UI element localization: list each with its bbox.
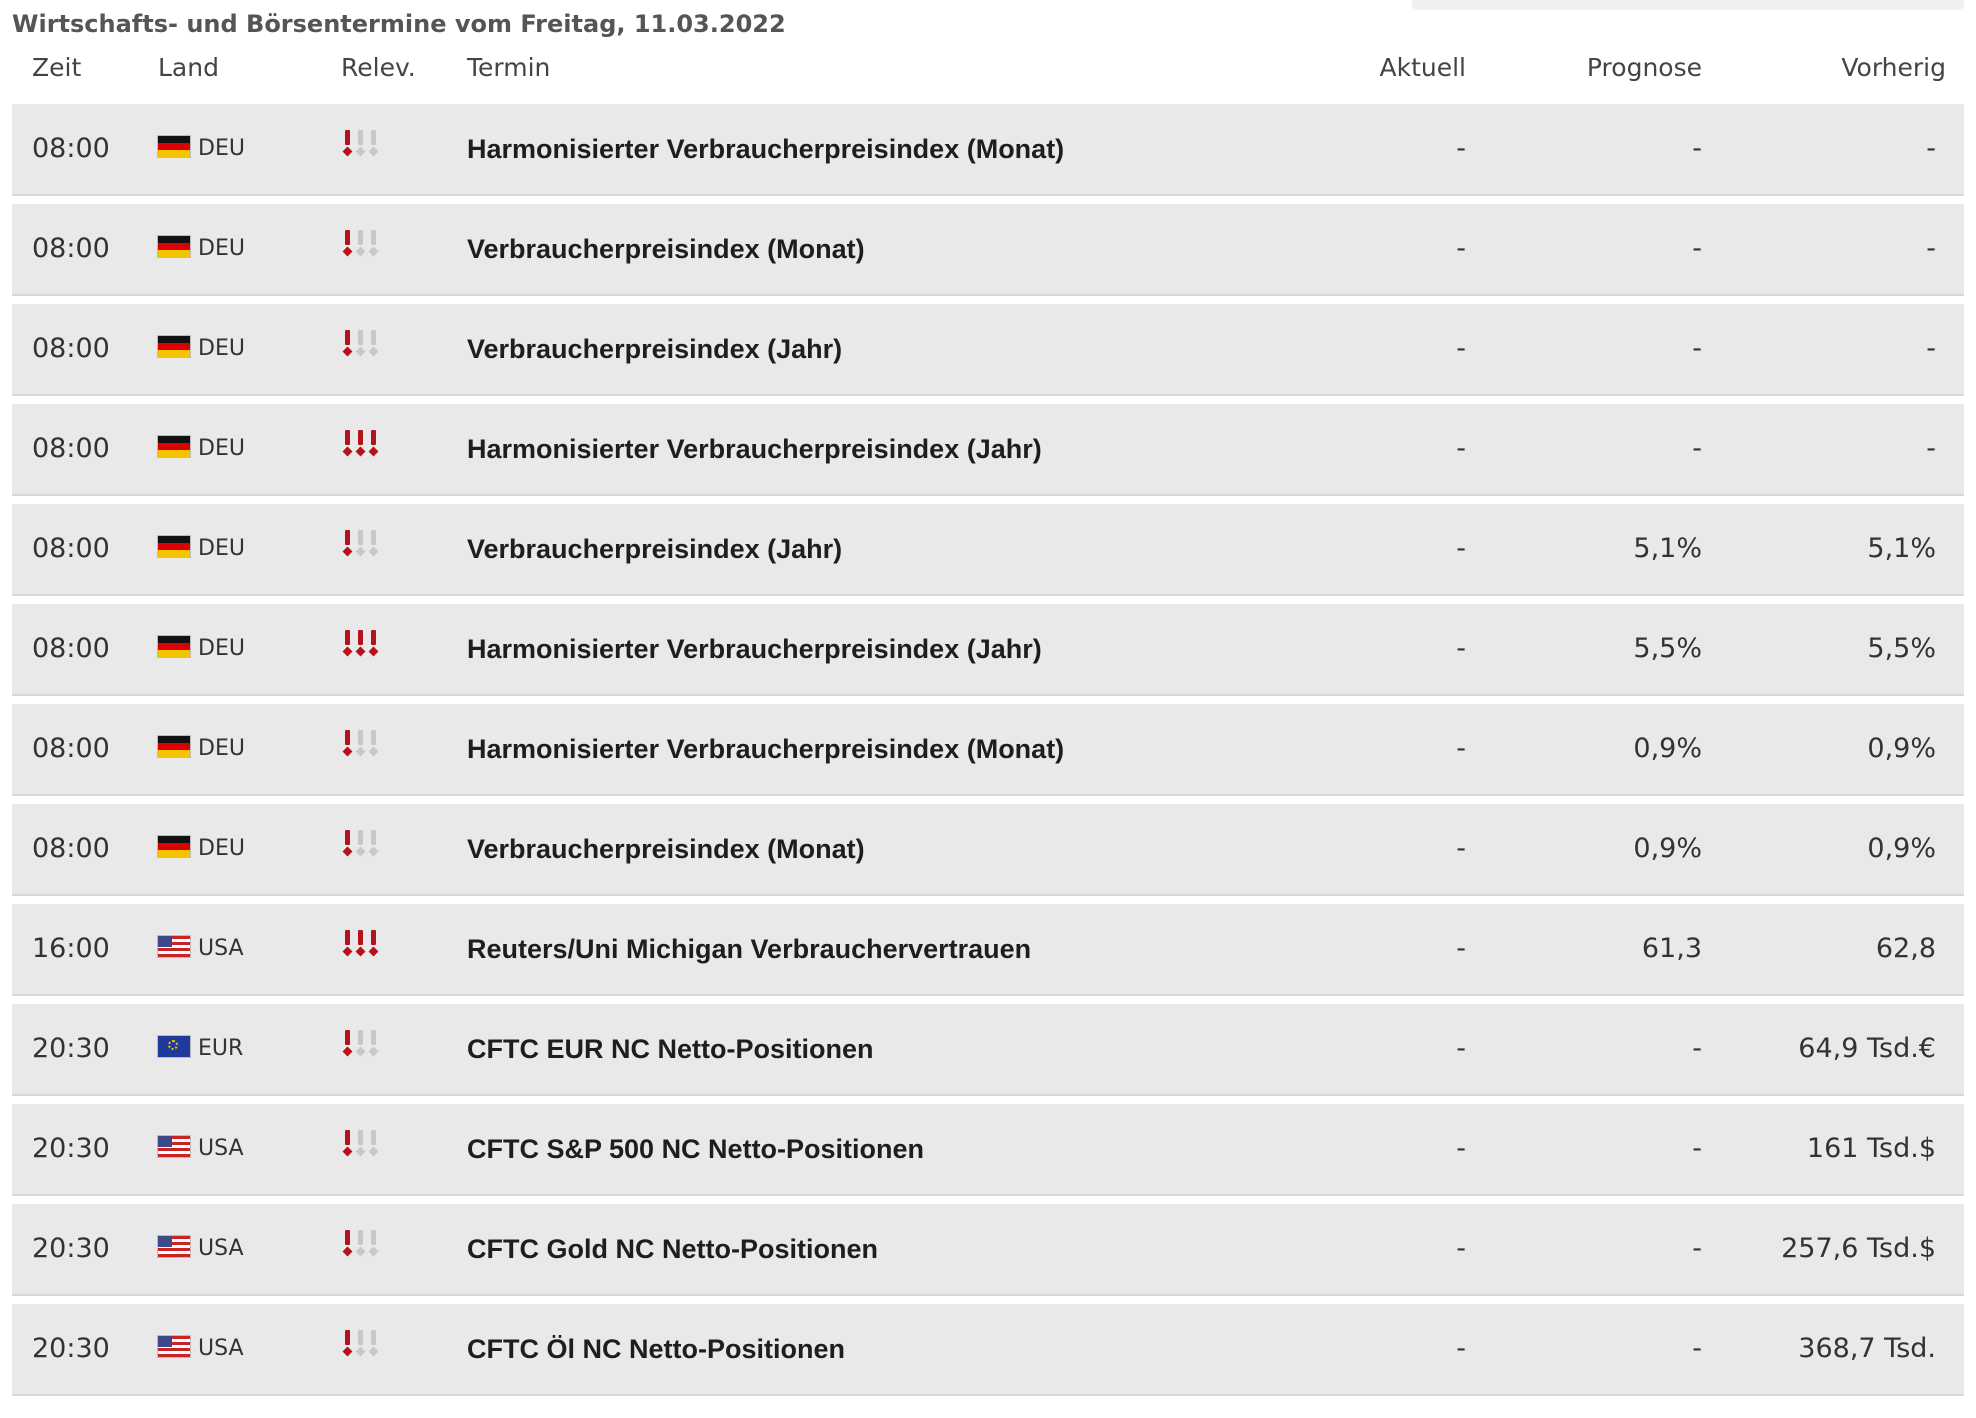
relevance-mark-icon <box>355 1330 366 1356</box>
relevance-mark-icon <box>342 1230 353 1256</box>
relevance-mark-icon <box>368 1030 379 1056</box>
relevance-mark-icon <box>355 1230 366 1256</box>
event-previous: 161 Tsd.$ <box>1806 1133 1936 1164</box>
event-country <box>158 804 245 894</box>
country-code: DEU <box>198 536 245 561</box>
country-code: DEU <box>198 836 245 861</box>
relevance-mark-icon <box>342 930 353 956</box>
relevance-mark-icon <box>355 330 366 356</box>
event-country <box>158 1004 243 1094</box>
event-time: 20:30 <box>32 1333 110 1364</box>
usa-flag-icon <box>158 1336 190 1357</box>
relevance-mark-icon <box>342 530 353 556</box>
germany-flag-icon <box>158 136 190 157</box>
event-forecast: - <box>1692 1333 1702 1364</box>
event-time: 16:00 <box>32 933 110 964</box>
event-country <box>158 904 244 994</box>
relevance-mark-icon <box>355 430 366 456</box>
event-previous: - <box>1926 433 1936 464</box>
event-name[interactable]: Harmonisierter Verbraucherpreisindex (Monat) <box>467 734 1065 764</box>
event-forecast: - <box>1692 433 1702 464</box>
event-previous: 0,9% <box>1867 833 1936 864</box>
page-title: Wirtschafts- und Börsentermine vom Freitag, 11.03.2022 <box>12 10 786 38</box>
event-name[interactable]: Verbraucherpreisindex (Monat) <box>467 834 865 864</box>
event-actual: - <box>1456 533 1466 564</box>
country-code: DEU <box>198 736 245 761</box>
germany-flag-icon <box>158 336 190 357</box>
event-country <box>158 604 245 694</box>
relevance-mark-icon <box>368 830 379 856</box>
table-row[interactable] <box>12 904 1964 996</box>
relevance-mark-icon <box>368 1130 379 1156</box>
table-row[interactable] <box>12 104 1964 196</box>
column-header-event: Termin <box>467 53 551 82</box>
relevance-mark-icon <box>368 230 379 256</box>
column-header-land: Land <box>158 53 219 82</box>
relevance-mark-icon <box>355 1130 366 1156</box>
event-previous: 64,9 Tsd.€ <box>1798 1033 1936 1064</box>
event-forecast: - <box>1692 233 1702 264</box>
event-time: 08:00 <box>32 833 110 864</box>
relevance-mark-icon <box>368 1230 379 1256</box>
eu-flag-icon <box>158 1036 190 1057</box>
event-previous: - <box>1926 333 1936 364</box>
event-name[interactable]: CFTC Öl NC Netto-Positionen <box>467 1334 845 1364</box>
relevance-mark-icon <box>368 930 379 956</box>
event-country <box>158 504 245 594</box>
event-time: 20:30 <box>32 1133 110 1164</box>
event-actual: - <box>1456 1233 1466 1264</box>
event-country <box>158 304 245 394</box>
event-forecast: 0,9% <box>1633 733 1702 764</box>
relevance-mark-icon <box>342 1030 353 1056</box>
event-previous: 5,5% <box>1867 633 1936 664</box>
event-name[interactable]: Reuters/Uni Michigan Verbrauchervertrauen <box>467 934 1032 964</box>
event-previous: - <box>1926 133 1936 164</box>
relevance-mark-icon <box>355 930 366 956</box>
event-actual: - <box>1456 1033 1466 1064</box>
country-code: USA <box>198 1336 244 1361</box>
column-header-relevance: Relev. <box>341 53 416 82</box>
relevance-mark-icon <box>355 830 366 856</box>
country-code: DEU <box>198 636 245 661</box>
table-row[interactable] <box>12 604 1964 696</box>
event-actual: - <box>1456 833 1466 864</box>
top-search-panel <box>1412 0 1964 10</box>
table-row[interactable] <box>12 304 1964 396</box>
event-country <box>158 104 245 194</box>
usa-flag-icon <box>158 936 190 957</box>
relevance-mark-icon <box>342 1330 353 1356</box>
relevance-mark-icon <box>355 530 366 556</box>
event-actual: - <box>1456 633 1466 664</box>
event-name[interactable]: CFTC Gold NC Netto-Positionen <box>467 1234 878 1264</box>
relevance-mark-icon <box>355 230 366 256</box>
event-name[interactable]: CFTC EUR NC Netto-Positionen <box>467 1034 874 1064</box>
event-previous: 5,1% <box>1867 533 1936 564</box>
event-forecast: - <box>1692 1233 1702 1264</box>
event-forecast: - <box>1692 133 1702 164</box>
germany-flag-icon <box>158 636 190 657</box>
table-row[interactable] <box>12 1104 1964 1196</box>
event-country <box>158 404 245 494</box>
column-header-time: Zeit <box>32 53 82 82</box>
event-forecast: 0,9% <box>1633 833 1702 864</box>
event-actual: - <box>1456 1333 1466 1364</box>
event-forecast: 5,1% <box>1633 533 1702 564</box>
relevance-mark-icon <box>342 830 353 856</box>
event-previous: - <box>1926 233 1936 264</box>
event-time: 08:00 <box>32 733 110 764</box>
column-header-forecast: Prognose <box>1586 53 1702 82</box>
table-row[interactable] <box>12 1204 1964 1296</box>
country-code: DEU <box>198 136 245 161</box>
event-name[interactable]: CFTC S&P 500 NC Netto-Positionen <box>467 1134 925 1164</box>
event-country <box>158 704 245 794</box>
relevance-mark-icon <box>342 130 353 156</box>
relevance-mark-icon <box>368 530 379 556</box>
relevance-mark-icon <box>355 730 366 756</box>
event-forecast: 61,3 <box>1641 933 1702 964</box>
relevance-mark-icon <box>342 630 353 656</box>
table-row[interactable] <box>12 704 1964 796</box>
event-time: 08:00 <box>32 133 110 164</box>
event-forecast: - <box>1692 1133 1702 1164</box>
event-previous: 62,8 <box>1875 933 1936 964</box>
event-name[interactable]: Verbraucherpreisindex (Monat) <box>467 234 865 264</box>
event-actual: - <box>1456 433 1466 464</box>
germany-flag-icon <box>158 836 190 857</box>
country-code: DEU <box>198 236 245 261</box>
table-row[interactable] <box>12 404 1964 496</box>
event-previous: 0,9% <box>1867 733 1936 764</box>
event-name[interactable]: Harmonisierter Verbraucherpreisindex (Monat) <box>467 134 1065 164</box>
country-code: USA <box>198 1136 244 1161</box>
relevance-mark-icon <box>368 430 379 456</box>
country-code: DEU <box>198 436 245 461</box>
event-time: 08:00 <box>32 333 110 364</box>
event-time: 08:00 <box>32 233 110 264</box>
column-header-previous: Vorherig <box>1841 53 1946 82</box>
event-previous: 257,6 Tsd.$ <box>1781 1233 1936 1264</box>
table-row[interactable] <box>12 204 1964 296</box>
event-actual: - <box>1456 233 1466 264</box>
event-country <box>158 1104 244 1194</box>
relevance-mark-icon <box>355 630 366 656</box>
event-country <box>158 1304 244 1394</box>
event-time: 08:00 <box>32 533 110 564</box>
germany-flag-icon <box>158 536 190 557</box>
event-time: 08:00 <box>32 433 110 464</box>
country-code: DEU <box>198 336 245 361</box>
table-row[interactable] <box>12 1304 1964 1396</box>
event-time: 20:30 <box>32 1033 110 1064</box>
event-forecast: - <box>1692 1033 1702 1064</box>
event-actual: - <box>1456 1133 1466 1164</box>
relevance-mark-icon <box>368 730 379 756</box>
country-code: EUR <box>198 1036 244 1061</box>
usa-flag-icon <box>158 1136 190 1157</box>
relevance-mark-icon <box>368 630 379 656</box>
relevance-mark-icon <box>342 730 353 756</box>
event-actual: - <box>1456 133 1466 164</box>
relevance-mark-icon <box>368 130 379 156</box>
relevance-mark-icon <box>355 130 366 156</box>
event-name[interactable]: Verbraucherpreisindex (Jahr) <box>467 534 843 564</box>
event-previous: 368,7 Tsd. <box>1798 1333 1936 1364</box>
germany-flag-icon <box>158 236 190 257</box>
event-name[interactable]: Verbraucherpreisindex (Jahr) <box>467 334 843 364</box>
event-actual: - <box>1456 733 1466 764</box>
table-row[interactable] <box>12 804 1964 896</box>
column-header-actual: Aktuell <box>1379 53 1466 82</box>
country-code: USA <box>198 1236 244 1261</box>
germany-flag-icon <box>158 436 190 457</box>
usa-flag-icon <box>158 1236 190 1257</box>
event-name[interactable]: Harmonisierter Verbraucherpreisindex (Jahr) <box>467 634 1042 664</box>
event-forecast: - <box>1692 333 1702 364</box>
relevance-mark-icon <box>342 430 353 456</box>
event-actual: - <box>1456 333 1466 364</box>
relevance-mark-icon <box>342 1130 353 1156</box>
event-country <box>158 204 245 294</box>
event-time: 20:30 <box>32 1233 110 1264</box>
event-forecast: 5,5% <box>1633 633 1702 664</box>
event-time: 08:00 <box>32 633 110 664</box>
country-code: USA <box>198 936 244 961</box>
events-table <box>12 104 1964 1404</box>
table-row[interactable] <box>12 504 1964 596</box>
event-country <box>158 1204 244 1294</box>
relevance-mark-icon <box>355 1030 366 1056</box>
relevance-mark-icon <box>368 1330 379 1356</box>
table-header <box>12 46 1964 90</box>
event-name[interactable]: Harmonisierter Verbraucherpreisindex (Jahr) <box>467 434 1042 464</box>
relevance-mark-icon <box>342 230 353 256</box>
relevance-mark-icon <box>368 330 379 356</box>
relevance-mark-icon <box>342 330 353 356</box>
table-row[interactable] <box>12 1004 1964 1096</box>
event-actual: - <box>1456 933 1466 964</box>
germany-flag-icon <box>158 736 190 757</box>
